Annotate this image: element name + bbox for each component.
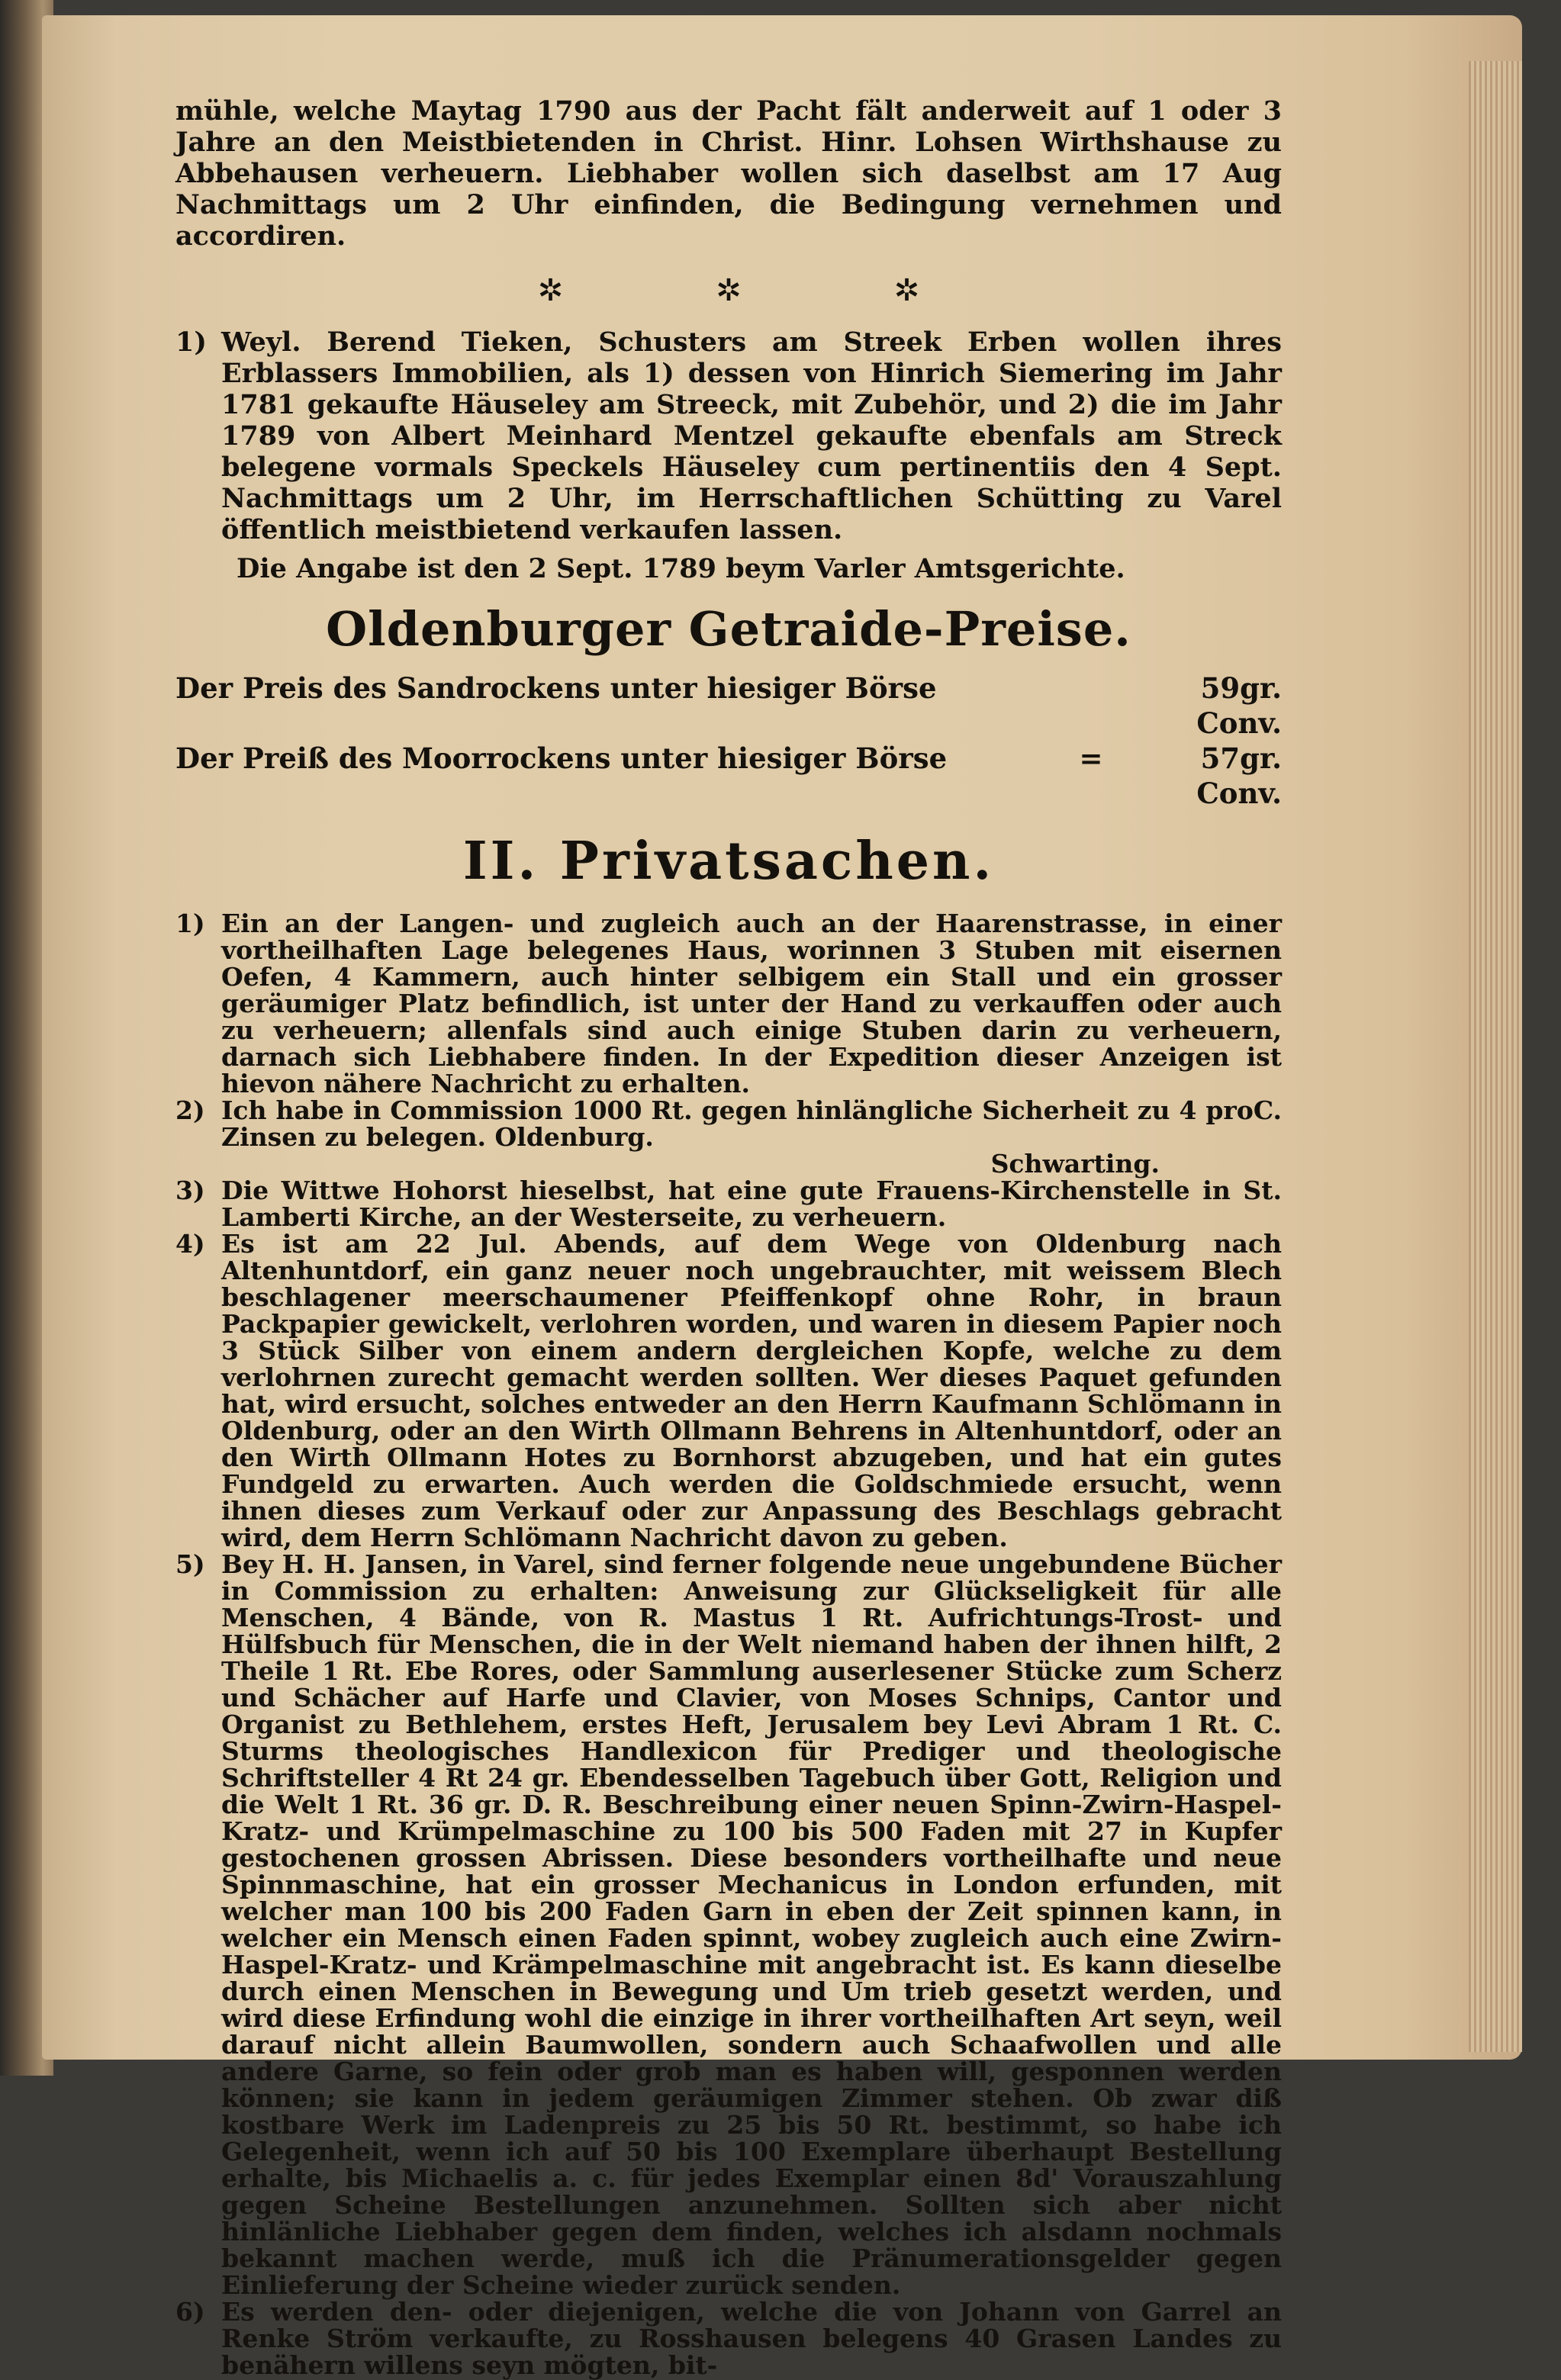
item-text: Die Wittwe Hohorst hieselbst, hat eine gute Frauens-Kirchenstelle in St. Lamberti Kirche, an der Westerseite, zu verheuern. [221, 1176, 1282, 1232]
item-text: Ein an der Langen- und zugleich auch an der Haarenstrasse, in einer vortheilhaften Lage belegenes Haus, worinnen 3 Stuben mit eisernen Oefen, 4 Kammern, auch hinter selbigem ein Stall und ein grosser geräumiger Platz befindlich, ist unter der Hand zu verkauffen oder auch zu verheuern; allenfals sind auch einige Stuben darin zu verheuern, darnach sich Liebhabere finden. In der Expedition dieser Anzeigen ist hievon nähere Nachricht zu erhalten. [221, 909, 1282, 1098]
price-value: 57gr. Conv. [1196, 741, 1282, 810]
page-edges [1469, 61, 1522, 2052]
item-text: Es ist am 22 Jul. Abends, auf dem Wege von Oldenburg nach Altenhuntdorf, ein ganz neuer noch ungebrauchter, mit weissem Blech beschlagener meerschaumener Pfeiffenkopf ohne Rohr, in braun Packpapier gewickelt, verlohren worden, und waren in diesem Papier noch 3 Stück Silber von einem andern dergleichen Kopfe, welche zu dem verlohrnen zurecht gemacht werden sollten. Wer dieses Paquet gefunden hat, wird ersucht, solches entweder an den Herrn Kaufmann Schlömann in Oldenburg, oder an den Wirth Ollmann Behrens in Altenhuntdorf, oder an den Wirth Ollmann Hotes zu Bornhorst abzugeben, und hat ein gutes Fundgeld zu erwarten. Auch werden die Goldschmiede ersucht, wenn ihnen dieses zum Verkauf oder zur Anpassung des Beschlags gebracht wird, dem Herrn Schlömann Nachricht davon zu geben. [221, 1229, 1282, 1552]
item-number: 6) [175, 2297, 205, 2327]
item-number: 4) [175, 1229, 205, 1259]
notice-text: Weyl. Berend Tieken, Schusters am Streek Erben wollen ihres Erblassers Immobilien, als 1) dessen von Hinrich Siemering im Jahr 1781 gekaufte Häuseley am Streeck, mit Zubehör, und 2) die im Jahr 1789 von Albert Meinhard Mentzel gekaufte ebenfals am Streck belegene vormals Speckels Häuseley cum pertinentiis den 4 Sept. Nachmittags um 2 Uhr, im Herrschaftlichen Schütting zu Varel öffentlich meistbietend verkaufen lassen. [221, 326, 1282, 545]
notice-date-line: Die Angabe ist den 2 Sept. 1789 beym Varler Amtsgerichte. [237, 553, 1125, 584]
star-ornament-icon: ✲ [893, 273, 920, 308]
price-value: 59gr. Conv. [1196, 671, 1282, 740]
private-item [175, 1177, 1282, 1230]
price-label: Der Preiß des Moorrockens unter hiesiger Börse [175, 741, 948, 775]
page-text [175, 95, 1282, 2378]
private-matters-heading: II. Privatsachen. [462, 831, 995, 892]
item-text: Bey H. H. Jansen, in Varel, sind ferner folgende neue ungebundene Bücher in Commission zu erhalten: Anweisung zur Glückseligkeit für alle Menschen, 4 Bände, von R. Mastus 1 Rt. Aufrichtungs-Trost- und Hülfsbuch für Menschen, die in der Welt niemand haben der ihnen hilft, 2 Theile 1 Rt. Ebe Rores, oder Sammlung auserlesener Stücke zum Scherz und Schächer auf Harfe und Clavier, von Moses Schnips, Cantor und Organist zu Bethlehem, erstes Heft, Jerusalem bey Levi Abram 1 Rt. C. Sturms theologisches Handlexicon für Prediger und theologische Schriftsteller 4 Rt 24 gr. Ebendesselben Tagebuch über Gott, Religion und die Welt 1 Rt. 36 gr. D. R. Beschreibung einer neuen Spinn-Zwirn-Haspel-Kratz- und Krümpelmaschine zu 100 bis 500 Faden mit 27 in Kupfer gestochenen grossen Abrissen. Diese besonders vortheilhafte und neue Spinnmaschine, hat ein grosser Mechanicus in London erfunden, mit welcher man 100 bis 200 Faden Garn in eben der Zeit spinnen kann, in welcher ein Mensch einen Faden spinnt, wobey zugleich auch eine Zwirn-Haspel-Kratz- und Krämpelmaschine mit angebracht ist. Es kann dieselbe durch einen Menschen in Bewegung und Um trieb gesetzt werden, und wird diese Erfindung wohl die einzige in ihrer vortheilhaften Art seyn, weil darauf nicht allein Baumwollen, sondern auch Schaafwollen und alle andere Garne, so fein oder grob man es haben will, gesponnen werden können; sie kann in jedem geräumigen Zimmer stehen. Ob zwar diß kostbare Werk im Ladenpreis zu 25 bis 50 Rt. bestimmt, so habe ich Gelegenheit, wenn ich auf 50 bis 100 Exemplare überhaupt Bestellung erhalte, bis Michaelis a. c. für jedes Exemplar einen 8d' Vorauszahlung gegen Scheine Bestellungen anzunehmen. Sollten sich aber nicht hinlänliche Liebhaber gegen dem finden, welches ich alsdann nochmals bekannt machen werde, muß ich die Pränumerationsgelder gegen Einlieferung der Scheine wieder zurück senden. [221, 1549, 1282, 2300]
star-ornament-icon: ✲ [537, 273, 564, 308]
price-row [175, 741, 1282, 811]
private-item [175, 1097, 1282, 1150]
star-ornament-icon: ✲ [716, 273, 742, 308]
private-item [175, 2298, 1282, 2378]
price-mark: = [1079, 741, 1103, 775]
sale-notice [175, 326, 1282, 545]
item-signature: Schwarting. [990, 1149, 1160, 1179]
item-text: Ich habe in Commission 1000 Rt. gegen hinlängliche Sicherheit zu 4 proC. Zinsen zu belegen. Oldenburg. [221, 1095, 1282, 1152]
private-item [175, 1230, 1282, 1551]
item-number: 5) [175, 1549, 205, 1579]
private-item [175, 910, 1282, 1097]
continued-paragraph: mühle, welche Maytag 1790 aus der Pacht fält anderweit auf 1 oder 3 Jahre an den Meistbietenden in Christ. Hinr. Lohsen Wirthshause zu Abbehausen verheuern. Liebhaber wollen sich daselbst am 17 Aug Nachmittags um 2 Uhr einfinden, die Bedingung vernehmen und accordiren. [175, 95, 1282, 252]
price-row [175, 671, 1282, 741]
price-label: Der Preis des Sandrockens unter hiesiger Börse [175, 671, 937, 705]
item-number: 1) [175, 909, 205, 938]
item-number: 3) [175, 1176, 205, 1205]
section-divider [175, 273, 1282, 308]
item-number: 2) [175, 1095, 205, 1125]
item-text: Es werden den- oder diejenigen, welche die von Johann von Garrel an Renke Ström verkaufte, zu Rosshausen belegens 40 Grasen Landes zu benähern willens seyn mögten, bit- [221, 2297, 1282, 2380]
grain-prices-heading: Oldenburger Getraide-Preise. [326, 601, 1131, 657]
private-item [175, 1551, 1282, 2298]
notice-number: 1) [175, 326, 207, 358]
